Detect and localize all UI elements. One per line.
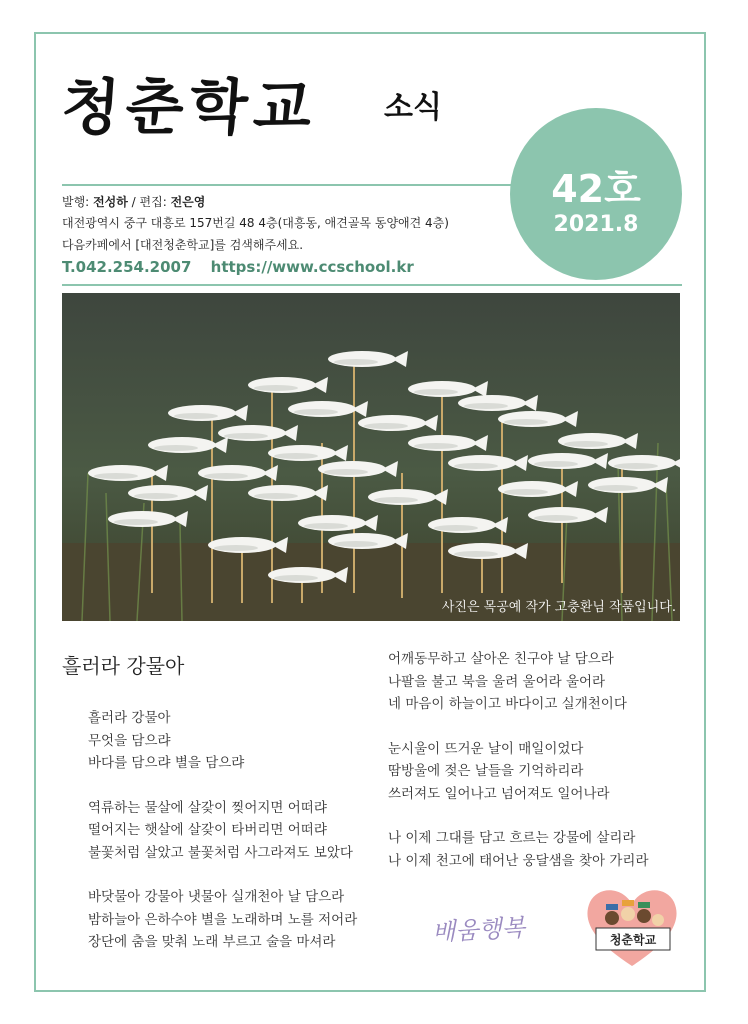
info-separator: / bbox=[127, 195, 140, 209]
fish-sculpture-photo bbox=[62, 293, 680, 621]
poem-left-column bbox=[88, 707, 357, 976]
newsletter-title: 청춘학교 bbox=[59, 73, 320, 143]
publisher-line bbox=[62, 193, 205, 210]
poem-line: 떨어지는 햇살에 살갗이 타버리면 어떠랴 bbox=[88, 822, 327, 838]
editor-name: 전은영 bbox=[170, 195, 206, 209]
photo-caption: 사진은 목공예 작가 고충환님 작품입니다. bbox=[441, 600, 676, 615]
poem-line: 바닷물아 강물아 냇물아 실개천아 날 담으라 bbox=[88, 889, 345, 905]
cafe-notice: 다음카페에서 [대전청춘학교]를 검색해주세요. bbox=[62, 238, 304, 252]
contact-line bbox=[62, 258, 428, 276]
slogan-text: 배움행복 bbox=[431, 913, 526, 947]
poem-line: 불꽃처럼 살았고 불꽃처럼 사그라져도 보았다 bbox=[88, 844, 353, 861]
photo-divider bbox=[62, 284, 682, 286]
poem-line: 흘러라 강물아 bbox=[88, 710, 171, 726]
poem-line: 땀방울에 젖은 날들을 기억하리라 bbox=[388, 763, 584, 779]
phone-number: T.042.254.2007 bbox=[62, 258, 192, 276]
poem-line: 바다를 담으랴 별을 담으랴 bbox=[88, 755, 245, 771]
title-divider bbox=[62, 184, 532, 186]
poem-line: 쓰러져도 일어나고 넘어져도 일어나라 bbox=[388, 785, 610, 802]
poem-line: 나 이제 그대를 담고 흐르는 강물에 살리라 bbox=[388, 830, 636, 846]
poem-line: 밤하늘아 은하수야 별을 노래하며 노를 저어라 bbox=[88, 911, 358, 928]
poem-line: 장단에 춤을 맞춰 노래 부르고 술을 마셔라 bbox=[88, 934, 336, 950]
poem-line: 네 마음이 하늘이고 바다이고 실개천이다 bbox=[388, 696, 627, 712]
school-logo bbox=[582, 880, 682, 970]
publisher-name: 전성하 bbox=[93, 195, 128, 209]
newsletter-subtitle: 소식 bbox=[384, 90, 442, 125]
address-line: 대전광역시 중구 대흥로 157번길 48 4층(대흥동, 애견골목 동양애견 4층) bbox=[62, 216, 449, 230]
poem-line: 나 이제 천고에 태어난 웅달샘을 찾아 가리라 bbox=[388, 852, 649, 869]
issue-badge bbox=[510, 108, 682, 280]
poem-right-column bbox=[388, 648, 649, 894]
issue-date: 2021.8 bbox=[553, 212, 639, 237]
issue-number: 42호 bbox=[551, 167, 641, 211]
poem-stanza bbox=[88, 707, 357, 775]
poem-line: 나팔을 불고 북을 울려 울어라 울어라 bbox=[388, 673, 606, 690]
poem-stanza bbox=[88, 886, 357, 954]
poem-stanza bbox=[388, 738, 649, 806]
poem-line: 무엇을 담으랴 bbox=[88, 732, 171, 749]
poem-title: 흘러라 강물아 bbox=[62, 654, 185, 678]
poem-line: 눈시울이 뜨거운 날이 매일이었다 bbox=[388, 740, 584, 757]
publisher-label: 발행: bbox=[62, 195, 90, 209]
poem-line: 역류하는 물살에 살갗이 찢어지면 어떠랴 bbox=[88, 799, 327, 816]
poem-stanza bbox=[388, 827, 649, 872]
editor-label: 편집: bbox=[139, 195, 167, 209]
poem-stanza bbox=[388, 648, 649, 716]
poem-line: 어깨동무하고 살아온 친구야 날 담으라 bbox=[388, 651, 614, 667]
website-link[interactable]: https://www.ccschool.kr bbox=[210, 258, 414, 276]
poem-stanza bbox=[88, 797, 357, 865]
logo-text: 청춘학교 bbox=[609, 933, 657, 947]
